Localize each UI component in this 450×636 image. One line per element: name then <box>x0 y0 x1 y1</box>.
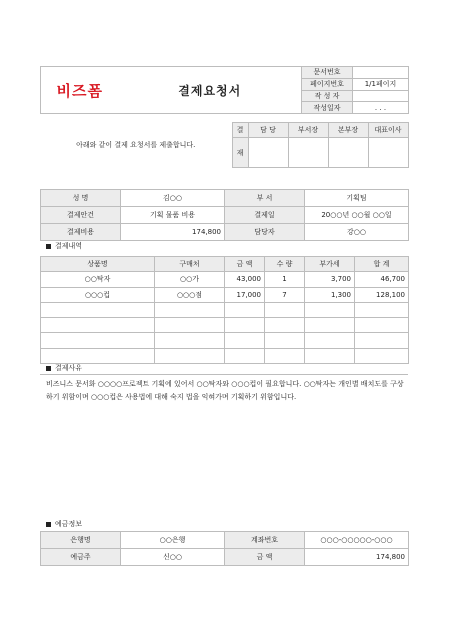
meta-value-date: . . . <box>353 102 409 114</box>
reason-section-label: 결제사유 <box>55 364 83 372</box>
table-row <box>41 287 409 302</box>
intro-text: 아래와 같이 결제 요청서를 제출합니다. <box>76 141 196 149</box>
document-title: 결제요청서 <box>178 83 242 98</box>
item-vat <box>305 318 355 333</box>
bizform-logo: 비즈폼 <box>56 81 103 100</box>
bullet-square-icon <box>46 244 51 249</box>
item-total <box>355 302 409 317</box>
bullet-square-icon <box>46 522 51 527</box>
item-qty <box>265 318 305 333</box>
item-vat <box>305 348 355 363</box>
meta-value-author <box>353 90 409 102</box>
reason-divider <box>40 374 408 375</box>
cost-value: 174,800 <box>121 224 225 241</box>
approval-block <box>40 122 409 168</box>
meta-label-date: 작성일자 <box>302 102 353 114</box>
amount-label: 금 액 <box>225 549 305 566</box>
items-section-label: 결제내역 <box>55 242 83 250</box>
items-header-vat: 부가세 <box>305 257 355 272</box>
items-header-product: 상품명 <box>41 257 155 272</box>
subject-label: 결제안건 <box>41 207 121 224</box>
bank-name-label: 은행명 <box>41 532 121 549</box>
approval-sign-division-head[interactable] <box>328 138 368 168</box>
table-row <box>41 348 409 363</box>
item-qty <box>265 302 305 317</box>
item-total: 128,100 <box>355 287 409 302</box>
item-qty: 1 <box>265 272 305 287</box>
meta-value-page: 1/1페이지 <box>353 78 409 90</box>
account-label: 계좌번호 <box>225 532 305 549</box>
bank-name-value: ○○은행 <box>121 532 225 549</box>
items-table <box>40 256 409 364</box>
bullet-square-icon <box>46 366 51 371</box>
meta-value-doc-number <box>353 67 409 79</box>
items-section-title <box>46 241 82 251</box>
dept-value: 기획팀 <box>305 190 409 207</box>
item-amount <box>225 333 265 348</box>
item-total <box>355 318 409 333</box>
bank-section-title <box>46 519 82 529</box>
date-value: 20○○년 ○○월 ○○일 <box>305 207 409 224</box>
item-amount <box>225 318 265 333</box>
table-row <box>41 302 409 317</box>
item-amount: 17,000 <box>225 287 265 302</box>
item-vat: 3,700 <box>305 272 355 287</box>
item-vat: 1,300 <box>305 287 355 302</box>
item-vendor <box>155 348 225 363</box>
item-amount: 43,000 <box>225 272 265 287</box>
items-header-vendor: 구매처 <box>155 257 225 272</box>
item-vendor: ○○가 <box>155 272 225 287</box>
holder-label: 예금주 <box>41 549 121 566</box>
approval-sign-staff[interactable] <box>248 138 288 168</box>
bank-info-table <box>40 531 409 566</box>
meta-label-page: 페이지번호 <box>302 78 353 90</box>
item-vat <box>305 302 355 317</box>
document-header <box>40 66 409 114</box>
item-vendor <box>155 333 225 348</box>
item-amount <box>225 302 265 317</box>
item-product: ○○탁자 <box>41 272 155 287</box>
item-total: 46,700 <box>355 272 409 287</box>
manager-label: 담당자 <box>225 224 305 241</box>
holder-value: 신○○ <box>121 549 225 566</box>
logo-cell <box>41 67 119 114</box>
item-product <box>41 318 155 333</box>
title-cell <box>119 67 302 114</box>
item-amount <box>225 348 265 363</box>
dept-label: 부 서 <box>225 190 305 207</box>
date-label: 결제일 <box>225 207 305 224</box>
item-total <box>355 333 409 348</box>
requester-info-table <box>40 189 409 241</box>
table-row <box>41 318 409 333</box>
cost-label: 결제비용 <box>41 224 121 241</box>
items-header-total: 합 계 <box>355 257 409 272</box>
item-qty <box>265 333 305 348</box>
approval-col-dept-head: 부서장 <box>288 123 328 138</box>
approval-side-label-bottom: 재 <box>232 138 248 168</box>
item-product <box>41 333 155 348</box>
manager-value: 강○○ <box>305 224 409 241</box>
item-qty: 7 <box>265 287 305 302</box>
meta-label-doc-number: 문서번호 <box>302 67 353 79</box>
approval-sign-ceo[interactable] <box>368 138 408 168</box>
item-vendor <box>155 318 225 333</box>
amount-value: 174,800 <box>305 549 409 566</box>
subject-value: 기획 물품 비용 <box>121 207 225 224</box>
bank-section-label: 예금정보 <box>55 520 83 528</box>
approval-col-staff: 담 당 <box>248 123 288 138</box>
intro-cell <box>40 123 232 168</box>
reason-text: 비즈니스 문서화 ○○○○프로젝트 기획에 있어서 ○○탁자와 ○○○컵이 필요합니다. ○○탁자는 개인별 배치도를 구상하기 위함이며 ○○○컵은 사용법에 대해 숙지 법을 익혀가며 기획하기 위함입니다. <box>46 380 404 401</box>
approval-side-label-top: 결 <box>232 123 248 138</box>
item-product: ○○○컵 <box>41 287 155 302</box>
item-qty <box>265 348 305 363</box>
items-header-amount: 금 액 <box>225 257 265 272</box>
meta-label-author: 작 성 자 <box>302 90 353 102</box>
items-header-qty: 수 량 <box>265 257 305 272</box>
approval-col-division-head: 본부장 <box>328 123 368 138</box>
item-vendor <box>155 302 225 317</box>
name-label: 성 명 <box>41 190 121 207</box>
table-row <box>41 333 409 348</box>
reason-section-title <box>46 363 82 373</box>
item-vendor: ○○○점 <box>155 287 225 302</box>
table-row <box>41 272 409 287</box>
name-value: 김○○ <box>121 190 225 207</box>
item-product <box>41 348 155 363</box>
item-total <box>355 348 409 363</box>
approval-sign-dept-head[interactable] <box>288 138 328 168</box>
approval-col-ceo: 대표이사 <box>368 123 408 138</box>
item-product <box>41 302 155 317</box>
account-value: ○○○-○○○○○-○○○ <box>305 532 409 549</box>
item-vat <box>305 333 355 348</box>
